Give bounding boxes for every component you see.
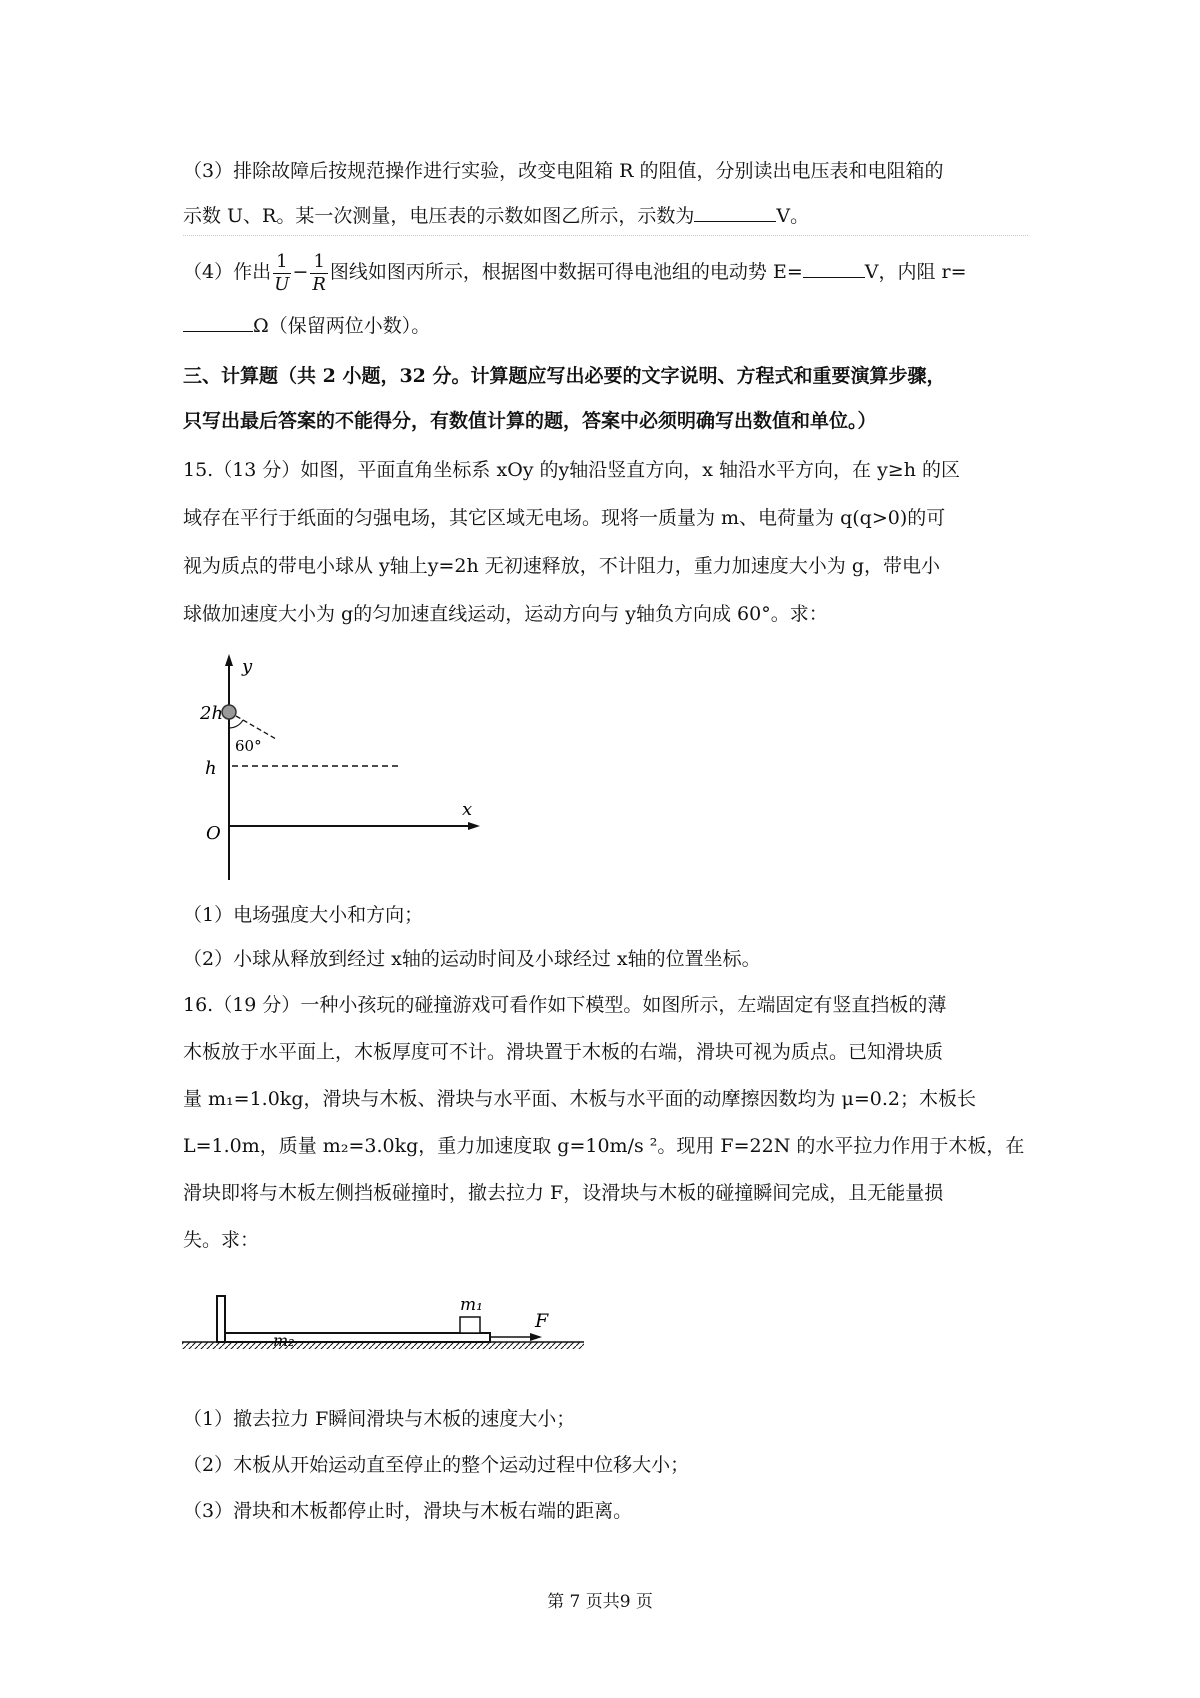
q3-line2: [183, 201, 809, 231]
q4-line2-text: Ω（保留两位小数）。: [253, 315, 431, 337]
q3-line1: （3）排除故障后按规范操作进行实验，改变电阻箱 R 的阻值，分别读出电压表和电阻箱的: [183, 160, 944, 182]
fraction-1-over-r: $\frac{1}{R}$: [312, 250, 326, 295]
answer-blank-emf[interactable]: [803, 257, 865, 278]
p15-line3: 视为质点的带电小球从 y轴上y=2h 无初速释放，不计阻力，重力加速度大小为 g，带电小: [183, 555, 940, 577]
answer-blank-resistance[interactable]: [183, 311, 253, 332]
x-axis-arrow: [468, 822, 480, 830]
p16-sub1: （1）撤去拉力 F瞬间滑块与木板的速度大小；: [183, 1408, 576, 1430]
slider-block: [460, 1317, 480, 1333]
p16-line3: 量 m₁=1.0kg，滑块与木板、滑块与水平面、木板与水平面的动摩擦因数均为 μ=0.2；木板长: [183, 1088, 977, 1110]
p16-sub2: （2）木板从开始运动直至停止的整个运动过程中位移大小；: [183, 1454, 690, 1476]
angle-label: 60°: [235, 737, 262, 755]
y-axis-arrow: [225, 654, 233, 666]
wooden-board: [225, 1333, 490, 1342]
m2-label: m₂: [273, 1331, 295, 1350]
vertical-baffle: [217, 1296, 225, 1342]
p16-figure-board-and-block: [180, 1280, 600, 1360]
y-axis-label: y: [242, 656, 253, 677]
motion-direction-dashed: [236, 716, 276, 739]
q4-line2: [183, 311, 430, 341]
x-axis-label: x: [462, 799, 473, 820]
p16-line2: 木板放于水平面上，木板厚度可不计。滑块置于木板的右端，滑块可视为质点。已知滑块质: [183, 1041, 944, 1063]
q4-text-a: 图线如图丙所示，根据图中数据可得电池组的电动势 E=: [329, 261, 803, 283]
p15-line4: 球做加速度大小为 g的匀加速直线运动，运动方向与 y轴负方向成 60°。求：: [183, 603, 828, 625]
q4-prefix: （4）作出: [183, 261, 272, 283]
p16-line1: 16.（19 分）一种小孩玩的碰撞游戏可看作如下模型。如图所示，左端固定有竖直挡板的薄: [183, 994, 947, 1016]
p16-line6: 失。求：: [183, 1229, 260, 1251]
p15-sub2: （2）小球从释放到经过 x轴的运动时间及小球经过 x轴的位置坐标。: [183, 948, 761, 970]
page-footer: 第 7 页共9 页: [547, 1592, 653, 1612]
p15-line2: 域存在平行于纸面的匀强电场，其它区域无电场。现将一质量为 m、电荷量为 q(q>0)的可: [183, 507, 946, 529]
minus-sign: −: [292, 261, 309, 283]
p16-line4: L=1.0m，质量 m₂=3.0kg，重力加速度取 g=10m/s ²。现用 F=22N 的水平拉力作用于木板，在: [183, 1135, 1025, 1157]
force-label: F: [535, 1310, 549, 1332]
q3-line2-unit: V。: [776, 205, 810, 227]
angle-arc: [229, 720, 243, 728]
label-2h: 2h: [200, 703, 224, 724]
p16-line5: 滑块即将与木板左侧挡板碰撞时，撤去拉力 F，设滑块与木板的碰撞瞬间完成，且无能量损: [183, 1182, 944, 1204]
fraction-1-over-u: $\frac{1}{U}$: [274, 250, 290, 295]
q4-text-b: V，内阻 r=: [864, 261, 967, 283]
p15-sub1: （1）电场强度大小和方向；: [183, 904, 424, 926]
answer-blank-voltage[interactable]: [694, 201, 776, 222]
p15-figure-coordinate-system: [180, 650, 500, 890]
origin-label: O: [206, 823, 221, 844]
section3-heading-line2: 只写出最后答案的不能得分，有数值计算的题，答案中必须明确写出数值和单位。）: [183, 410, 877, 432]
q3-line2-text: 示数 U、R。某一次测量，电压表的示数如图乙所示，示数为: [183, 205, 695, 227]
p15-line1: 15.（13 分）如图，平面直角坐标系 xOy 的y轴沿竖直方向，x 轴沿水平方向，在 y≥h 的区: [183, 459, 960, 481]
q4-line1: [183, 246, 967, 298]
section3-heading-line1: 三、计算题（共 2 小题，32 分。计算题应写出必要的文字说明、方程式和重要演算步骤，: [183, 365, 946, 387]
separator: [183, 235, 1028, 236]
charged-ball: [222, 705, 236, 719]
p16-sub3: （3）滑块和木板都停止时，滑块与木板右端的距离。: [183, 1500, 633, 1522]
label-h: h: [205, 758, 217, 779]
m1-label: m₁: [460, 1295, 483, 1315]
ground-hatching: [182, 1342, 584, 1349]
force-arrow-head: [530, 1333, 542, 1341]
